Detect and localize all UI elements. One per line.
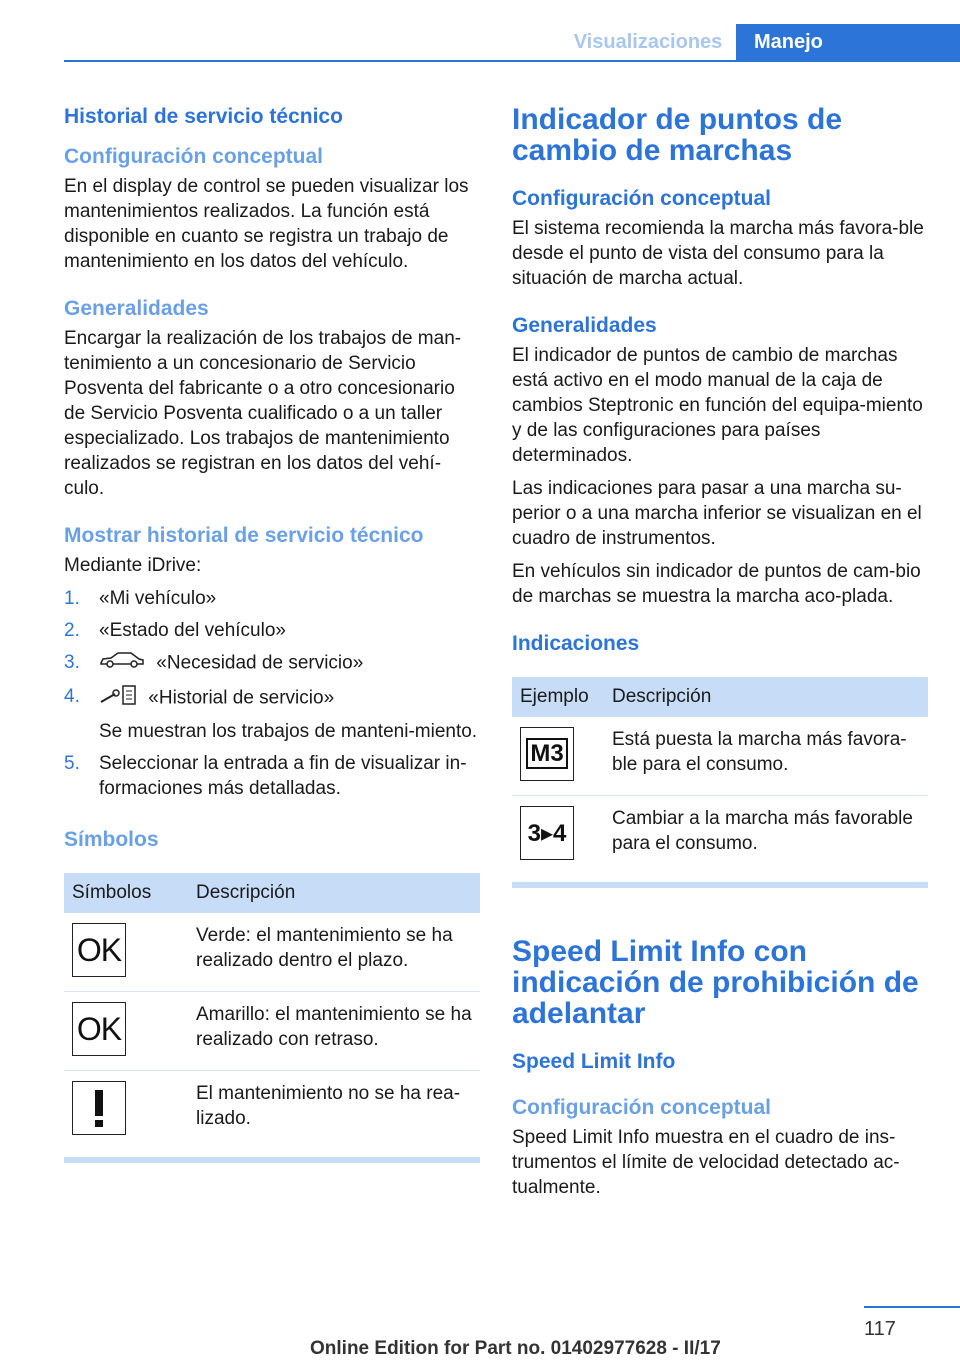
heading-configuracion-speed: Configuración conceptual [512,1096,772,1119]
heading-configuracion-left: Configuración conceptual [64,145,324,168]
list-item [64,618,480,643]
table-cell-desc: Cambiar a la marcha más favorable para el consumo. [612,808,913,854]
heading-indicaciones: Indicaciones [512,632,640,655]
step-number: 2. [64,620,80,641]
table-cell-desc: El mantenimiento no se ha rea‐lizado. [196,1083,461,1129]
heading-indicador: Indicador de puntos de cambio de marchas [512,103,843,167]
text-generalidades-right-1: El indicador de puntos de cambio de marchas está activo en el modo manual de la caja de cambios Steptronic en función del equipa‐miento y de las configuraciones para países determinados. [512,345,923,466]
table-end-bar [512,882,928,888]
header-tab-manejo[interactable]: Manejo [736,24,960,62]
list-item [64,586,480,611]
car-icon [99,650,145,677]
table-cell-desc: Está puesta la marcha más favora‐ble para el consumo. [604,717,928,796]
text-speed-limit: Speed Limit Info muestra en el cuadro de ins‐trumentos el límite de velocidad detectado ac‐tualmente. [512,1127,900,1198]
heading-historial: Historial de servicio técnico [64,105,343,128]
gear-up-icon: 3▸4 [520,806,574,860]
left-column [64,96,480,1163]
heading-generalidades-right: Generalidades [512,314,657,337]
table-header-descripcion: Descripción [188,873,480,913]
edition-text: Online Edition for Part no. 01402977628 - II/17 [310,1338,721,1359]
header-tab-visualizaciones[interactable]: Visualizaciones [573,31,723,53]
step-number: 4. [64,686,80,707]
table-row [64,992,480,1071]
step-note: Se muestran los trabajos de manteni‐miento. [99,721,478,742]
heading-speed-limit-info: Speed Limit Info [512,1050,676,1073]
step-number: 3. [64,652,80,673]
heading-speed-limit: Speed Limit Info con indicación de prohibición de adelantar [512,935,919,1030]
gear-m3-icon: M3 [520,727,574,781]
table-row [512,717,928,796]
step-text: Seleccionar la entrada a fin de visualizar in‐formaciones más detalladas. [99,753,467,799]
heading-generalidades-left: Generalidades [64,297,209,320]
exclamation-icon [72,1081,126,1135]
text-generalidades-right-2: Las indicaciones para pasar a una marcha su‐perior o a una marcha inferior se visualizan en el cuadro de instrumentos. [512,478,922,549]
gear-table [512,677,928,874]
right-column [512,96,928,1208]
ok-yellow-icon: OK [72,1002,126,1056]
table-header-ejemplo: Ejemplo [512,677,604,717]
heading-mostrar-historial: Mostrar historial de servicio técnico [64,524,424,547]
table-end-bar [64,1157,480,1163]
footer-rule [864,1306,960,1308]
step-number: 1. [64,588,80,609]
page-number: 117 [864,1318,896,1340]
table-cell-desc: Verde: el mantenimiento se ha realizado dentro el plazo. [188,913,480,992]
step-text: «Mi vehículo» [99,588,217,609]
table-row [64,1071,480,1150]
list-item [64,650,480,677]
heading-simbolos: Símbolos [64,828,159,851]
text-idrive: Mediante iDrive: [64,555,202,576]
table-header-descripcion: Descripción [604,677,928,717]
service-history-icon [99,684,137,713]
symbols-table [64,873,480,1149]
ok-green-icon: OK [72,923,126,977]
step-text: «Estado del vehículo» [99,620,286,641]
table-cell-desc: Amarillo: el mantenimiento se ha realizado con retraso. [188,992,480,1071]
table-row [64,913,480,992]
text-generalidades-left: Encargar la realización de los trabajos de man‐tenimiento a un concesionario de Servicio Posventa del fabricante o a otro concesionario de Servicio Posventa cualificado o a un taller especializado. Los trabajos de mantenimiento realizados se registran en los datos del vehí‐culo. [64,328,462,499]
header-rule [64,60,960,62]
heading-configuracion-right: Configuración conceptual [512,187,772,210]
step-text: «Historial de servicio» [148,687,335,709]
list-item [64,751,480,801]
list-item [64,684,480,744]
text-generalidades-right-3: En vehículos sin indicador de puntos de cam‐bio de marchas se muestra la marcha aco‐plada. [512,561,921,607]
text-configuracion-right: El sistema recomienda la marcha más favora‐ble desde el punto de vista del consumo para la situación de marcha actual. [512,218,924,289]
table-row [512,796,928,875]
text-configuracion-left: En el display de control se pueden visualizar los mantenimientos realizados. La función está disponible en cuanto se registra un trabajo de mantenimiento en los datos del vehículo. [64,176,469,272]
step-text: «Necesidad de servicio» [156,652,364,674]
steps-list [64,586,480,801]
step-number: 5. [64,753,80,774]
table-header-simbolos: Símbolos [64,873,188,913]
